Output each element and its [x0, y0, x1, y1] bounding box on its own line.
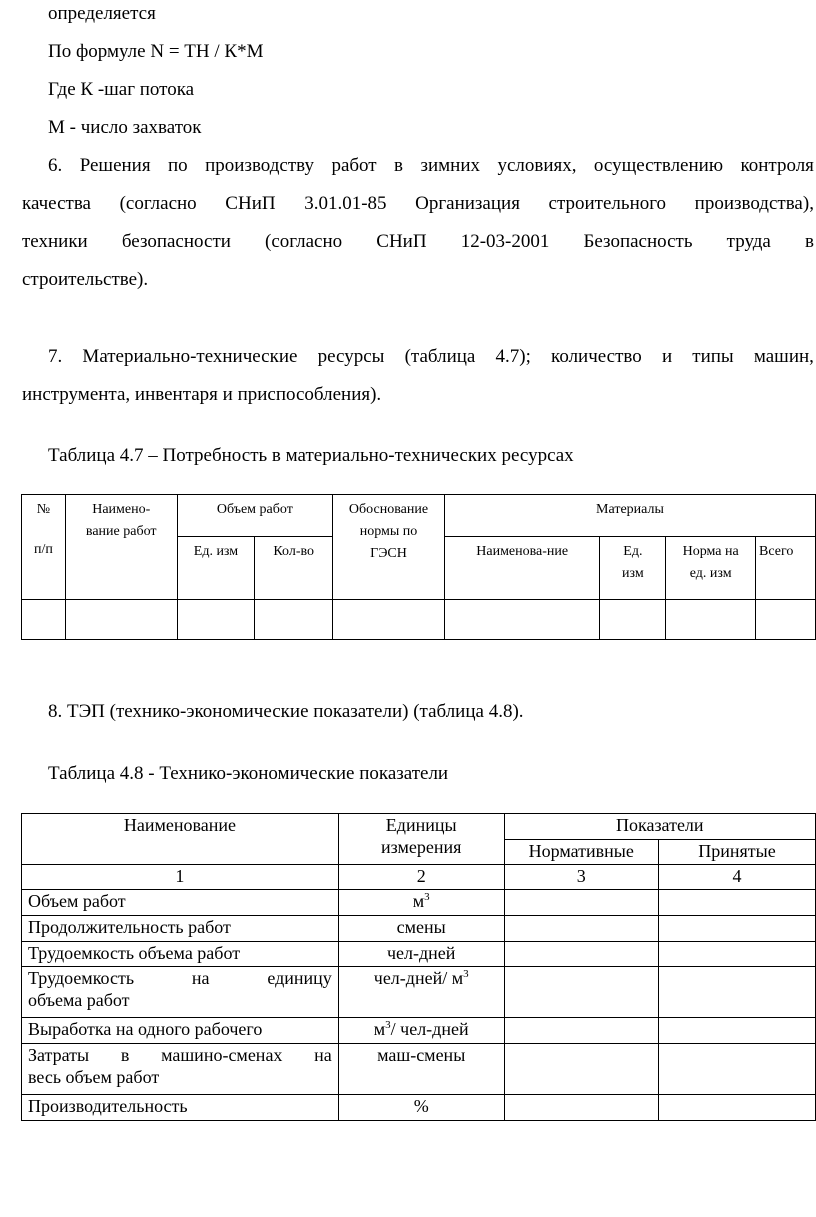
paragraph-6-line-1	[48, 154, 814, 178]
col-norm: Норма на ед. изм	[666, 537, 756, 600]
word: машино-сменах	[161, 1045, 283, 1065]
word: ресурсы	[317, 346, 385, 367]
word: производства),	[694, 193, 814, 214]
table-4-8-caption: Таблица 4.8 - Технико-экономические показатели	[48, 763, 449, 784]
table-row: Объем работ $м^3$	[22, 890, 816, 916]
word: качества	[22, 193, 91, 214]
word: количество	[551, 346, 642, 367]
header-units: Единицы измерения	[338, 814, 504, 865]
section-8-heading: 8. ТЭП (технико-экономические показатели) (таблица 4.8).	[48, 701, 524, 722]
paragraph-6-line-2	[22, 192, 814, 216]
table-row: Продолжительность работ смены	[22, 916, 816, 942]
word: 12-03-2001	[460, 231, 550, 252]
col-volume: Объем работ	[177, 495, 332, 537]
table-row	[22, 600, 816, 640]
table-row: Трудоемкость объема работ чел-дней	[22, 942, 816, 967]
word: в	[120, 1045, 130, 1065]
word: на	[314, 1045, 332, 1065]
col-unit: Ед. изм	[177, 537, 255, 600]
word: и	[661, 346, 673, 367]
word: в	[394, 155, 404, 176]
tep-table	[21, 813, 816, 1121]
header-name: Наименование	[22, 814, 339, 865]
table-row: Производительность %	[22, 1095, 816, 1121]
word: СНиП	[225, 193, 276, 214]
paragraph-7-line-1	[48, 345, 814, 369]
col-material-name: Наименова-ние	[444, 537, 600, 600]
word: производству	[205, 155, 314, 176]
word: строительного	[548, 193, 667, 214]
word: 6.	[48, 155, 63, 176]
header-accepted: Принятые	[658, 840, 815, 865]
word: условиях,	[497, 155, 577, 176]
word: (таблица	[404, 346, 476, 367]
text-defined: определяется	[48, 3, 156, 24]
word: 7.	[48, 346, 63, 367]
m-definition: М - число захваток	[48, 117, 202, 138]
word: Организация	[415, 193, 520, 214]
word: труда	[726, 231, 771, 252]
word: по	[168, 155, 188, 176]
word: машин,	[753, 346, 814, 367]
word: СНиП	[376, 231, 427, 252]
word: Материально-технические	[82, 346, 298, 367]
word: в	[804, 231, 814, 252]
word: типы	[692, 346, 734, 367]
word: работ	[331, 155, 377, 176]
table-row: Трудоемкость на единицу объема работ чел-дней/ $м^3$	[22, 967, 816, 1018]
table-row: Выработка на одного рабочего $м^3/$ чел-дней	[22, 1018, 816, 1044]
word: Затраты	[28, 1045, 90, 1065]
k-definition: Где К -шаг потока	[48, 79, 195, 100]
word: единицу	[267, 968, 332, 988]
word: контроля	[740, 155, 814, 176]
formula-line: По формуле N = ТН / К*М	[48, 41, 264, 62]
word: (согласно	[119, 193, 197, 214]
word: зимних	[420, 155, 480, 176]
word: осуществлению	[593, 155, 724, 176]
col-material-unit: Ед. изм	[600, 537, 666, 600]
table-row: 1 2 3 4	[22, 865, 816, 890]
word: техники	[22, 231, 88, 252]
word: Трудоемкость	[28, 968, 135, 988]
header-indicators: Показатели	[504, 814, 815, 840]
table-4-7-caption: Таблица 4.7 – Потребность в материально-технических ресурсах	[48, 445, 574, 466]
word: Решения	[79, 155, 151, 176]
col-total: Всего	[756, 537, 816, 600]
word: 3.01.01-85	[304, 193, 387, 214]
word: (согласно	[265, 231, 343, 252]
col-work-name: Наимено- вание работ	[65, 495, 177, 600]
paragraph-7-line-2: инструмента, инвентаря и приспособления).	[22, 384, 382, 405]
col-materials: Материалы	[444, 495, 815, 537]
paragraph-6-line-4: строительстве).	[22, 269, 149, 290]
paragraph-6-line-3	[22, 230, 814, 254]
word: Безопасность	[583, 231, 693, 252]
col-basis: Обоснование нормы по ГЭСН	[333, 495, 445, 600]
word: на	[191, 968, 210, 988]
header-normative: Нормативные	[504, 840, 658, 865]
col-quantity: Кол-во	[255, 537, 333, 600]
table-row: Затраты в машино-сменах на весь объем работ маш-смены	[22, 1044, 816, 1095]
word: безопасности	[121, 231, 231, 252]
materials-table	[21, 494, 816, 640]
word: 4.7);	[495, 346, 531, 367]
col-number: № п/п	[22, 495, 66, 600]
